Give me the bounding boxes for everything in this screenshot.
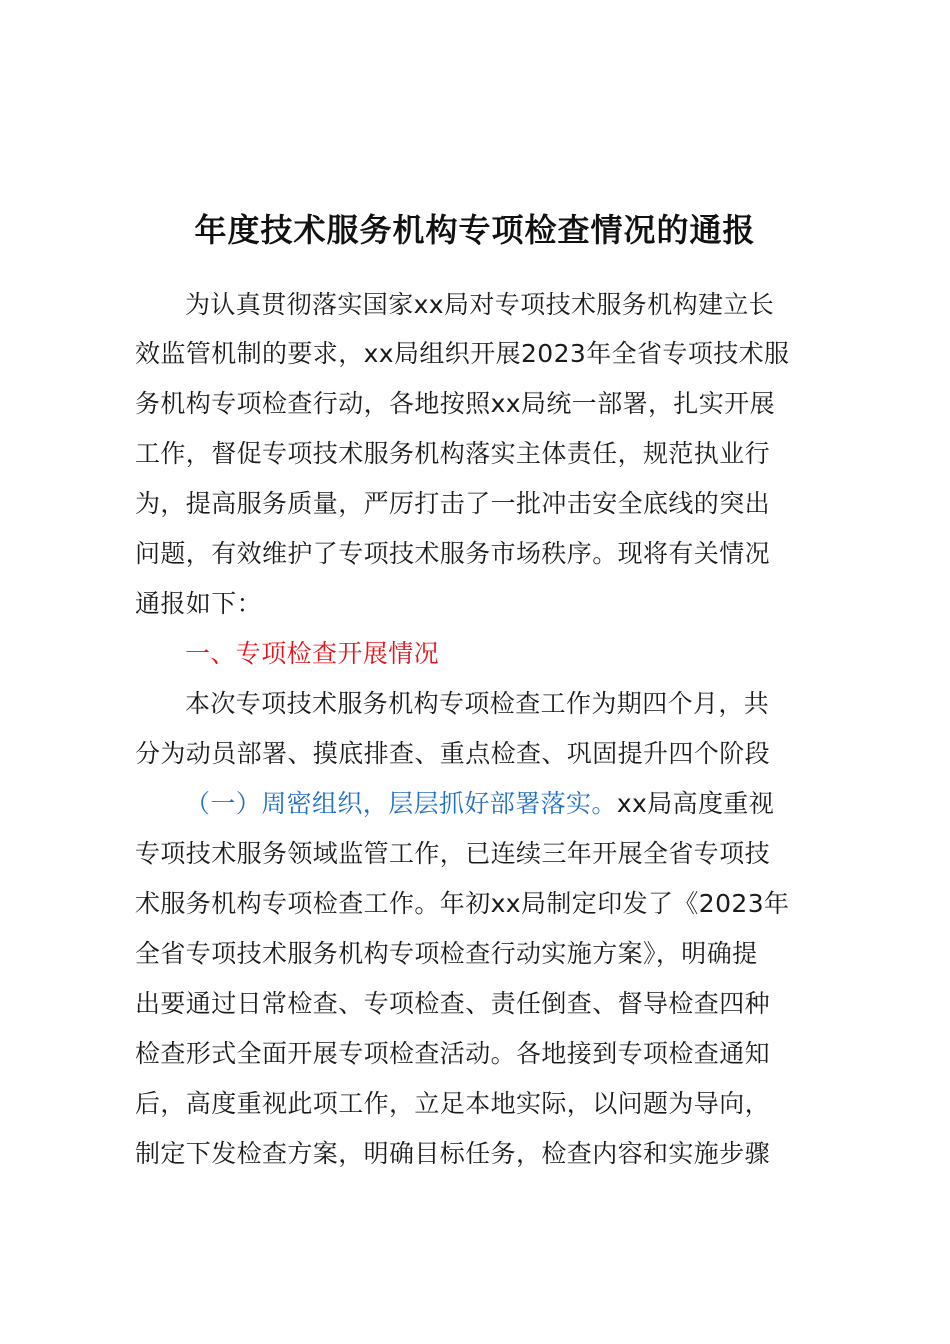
paragraph-3-lead: xx局高度重视: [616, 789, 775, 818]
paragraph-1-line-7: 通报如下：: [135, 589, 263, 618]
paragraph-1-line-3: 务机构专项检查行动，各地按照xx局统一部署，扎实开展: [135, 389, 775, 418]
paragraph-2-line-1: 本次专项技术服务机构专项检查工作为期四个月，共: [185, 689, 770, 718]
paragraph-3-line-7: 后，高度重视此项工作，立足本地实际，以问题为导向，: [135, 1089, 771, 1118]
paragraph-1-line-4: 工作，督促专项技术服务机构落实主体责任，规范执业行: [135, 439, 771, 468]
subheading-1: （一）周密组织，层层抓好部署落实。: [185, 789, 617, 818]
paragraph-3-line-6: 检查形式全面开展专项检查活动。各地接到专项检查通知: [135, 1039, 771, 1068]
paragraph-3-line-2: 专项技术服务领域监管工作，已连续三年开展全省专项技: [135, 839, 771, 868]
paragraph-2-line-2: 分为动员部署、摸底排查、重点检查、巩固提升四个阶段: [135, 739, 771, 768]
paragraph-3-line-4: 全省专项技术服务机构专项检查行动实施方案》，明确提: [135, 939, 758, 968]
paragraph-3-line-1: [185, 779, 774, 829]
paragraph-1-line-2: 效监管机制的要求，xx局组织开展2023年全省专项技术服: [135, 339, 790, 368]
paragraph-3-line-3: 术服务机构专项检查工作。年初xx局制定印发了《2023年: [135, 889, 790, 918]
document-title: 年度技术服务机构专项检查情况的通报: [194, 211, 756, 249]
paragraph-1-line-1: 为认真贯彻落实国家xx局对专项技术服务机构建立长: [185, 290, 775, 319]
section-heading-1: 一、专项检查开展情况: [185, 639, 440, 668]
paragraph-3-line-8: 制定下发检查方案，明确目标任务，检查内容和实施步骤: [135, 1139, 771, 1168]
paragraph-1-line-5: 为，提高服务质量，严厉打击了一批冲击安全底线的突出: [135, 489, 771, 518]
paragraph-3-line-5: 出要通过日常检查、专项检查、责任倒查、督导检查四种: [135, 989, 771, 1018]
paragraph-1-line-6: 问题，有效维护了专项技术服务市场秩序。现将有关情况: [135, 539, 771, 568]
